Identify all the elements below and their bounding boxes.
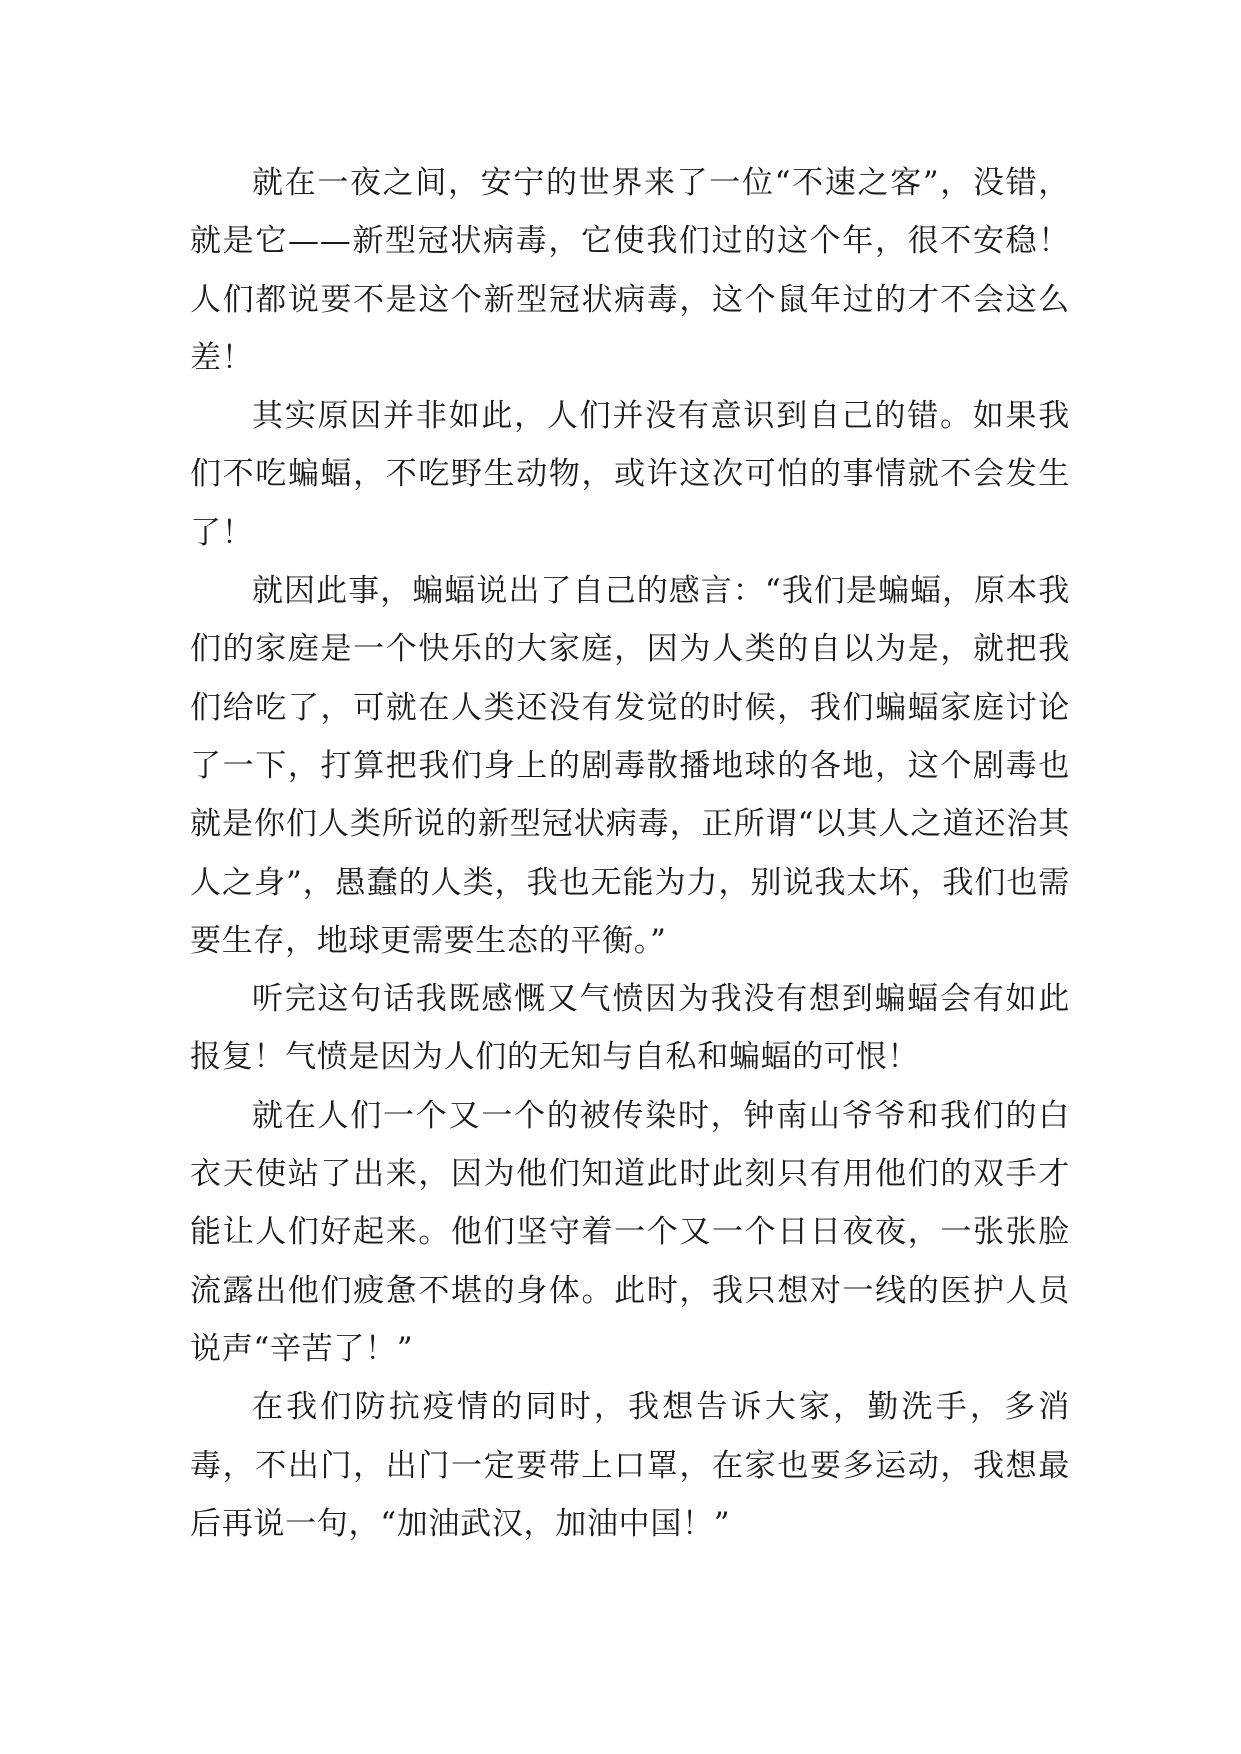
paragraph: 听完这句话我既感慨又气愤因为我没有想到蝙蝠会有如此报复！气愤是因为人们的无知与自私和蝙蝠的可恨！	[190, 981, 1070, 1076]
paragraph: 就在人们一个又一个的被传染时，钟南山爷爷和我们的白衣天使站了出来，因为他们知道此时此刻只有用他们的双手才能让人们好起来。他们坚守着一个又一个日日夜夜，一张张脸流露出他们疲惫不堪的身体。此时，我只想对一线的医护人员说声“辛苦了！”	[190, 1097, 1070, 1367]
paragraph: 就因此事，蝙蝠说出了自己的感言：“我们是蝙蝠，原本我们的家庭是一个快乐的大家庭，因为人类的自以为是，就把我们给吃了，可就在人类还没有发觉的时候，我们蝙蝠家庭讨论了一下，打算把我们身上的剧毒散播地球的各地，这个剧毒也就是你们人类所说的新型冠状病毒，正所谓“以其人之道还治其人之身”，愚蠢的人类，我也无能为力，别说我太坏，我们也需要生存，地球更需要生态的平衡。”	[190, 573, 1070, 959]
document-body	[190, 154, 1070, 1553]
paragraph: 其实原因并非如此，人们并没有意识到自己的错。如果我们不吃蝙蝠，不吃野生动物，或许这次可怕的事情就不会发生了！	[190, 398, 1070, 551]
paragraph: 就在一夜之间，安宁的世界来了一位“不速之客”，没错，就是它——新型冠状病毒，它使我们过的这个年，很不安稳！人们都说要不是这个新型冠状病毒，这个鼠年过的才不会这么差！	[190, 165, 1070, 376]
paragraph: 在我们防抗疫情的同时，我想告诉大家，勤洗手，多消毒，不出门，出门一定要带上口罩，在家也要多运动，我想最后再说一句，“加油武汉，加油中国！”	[190, 1389, 1070, 1542]
